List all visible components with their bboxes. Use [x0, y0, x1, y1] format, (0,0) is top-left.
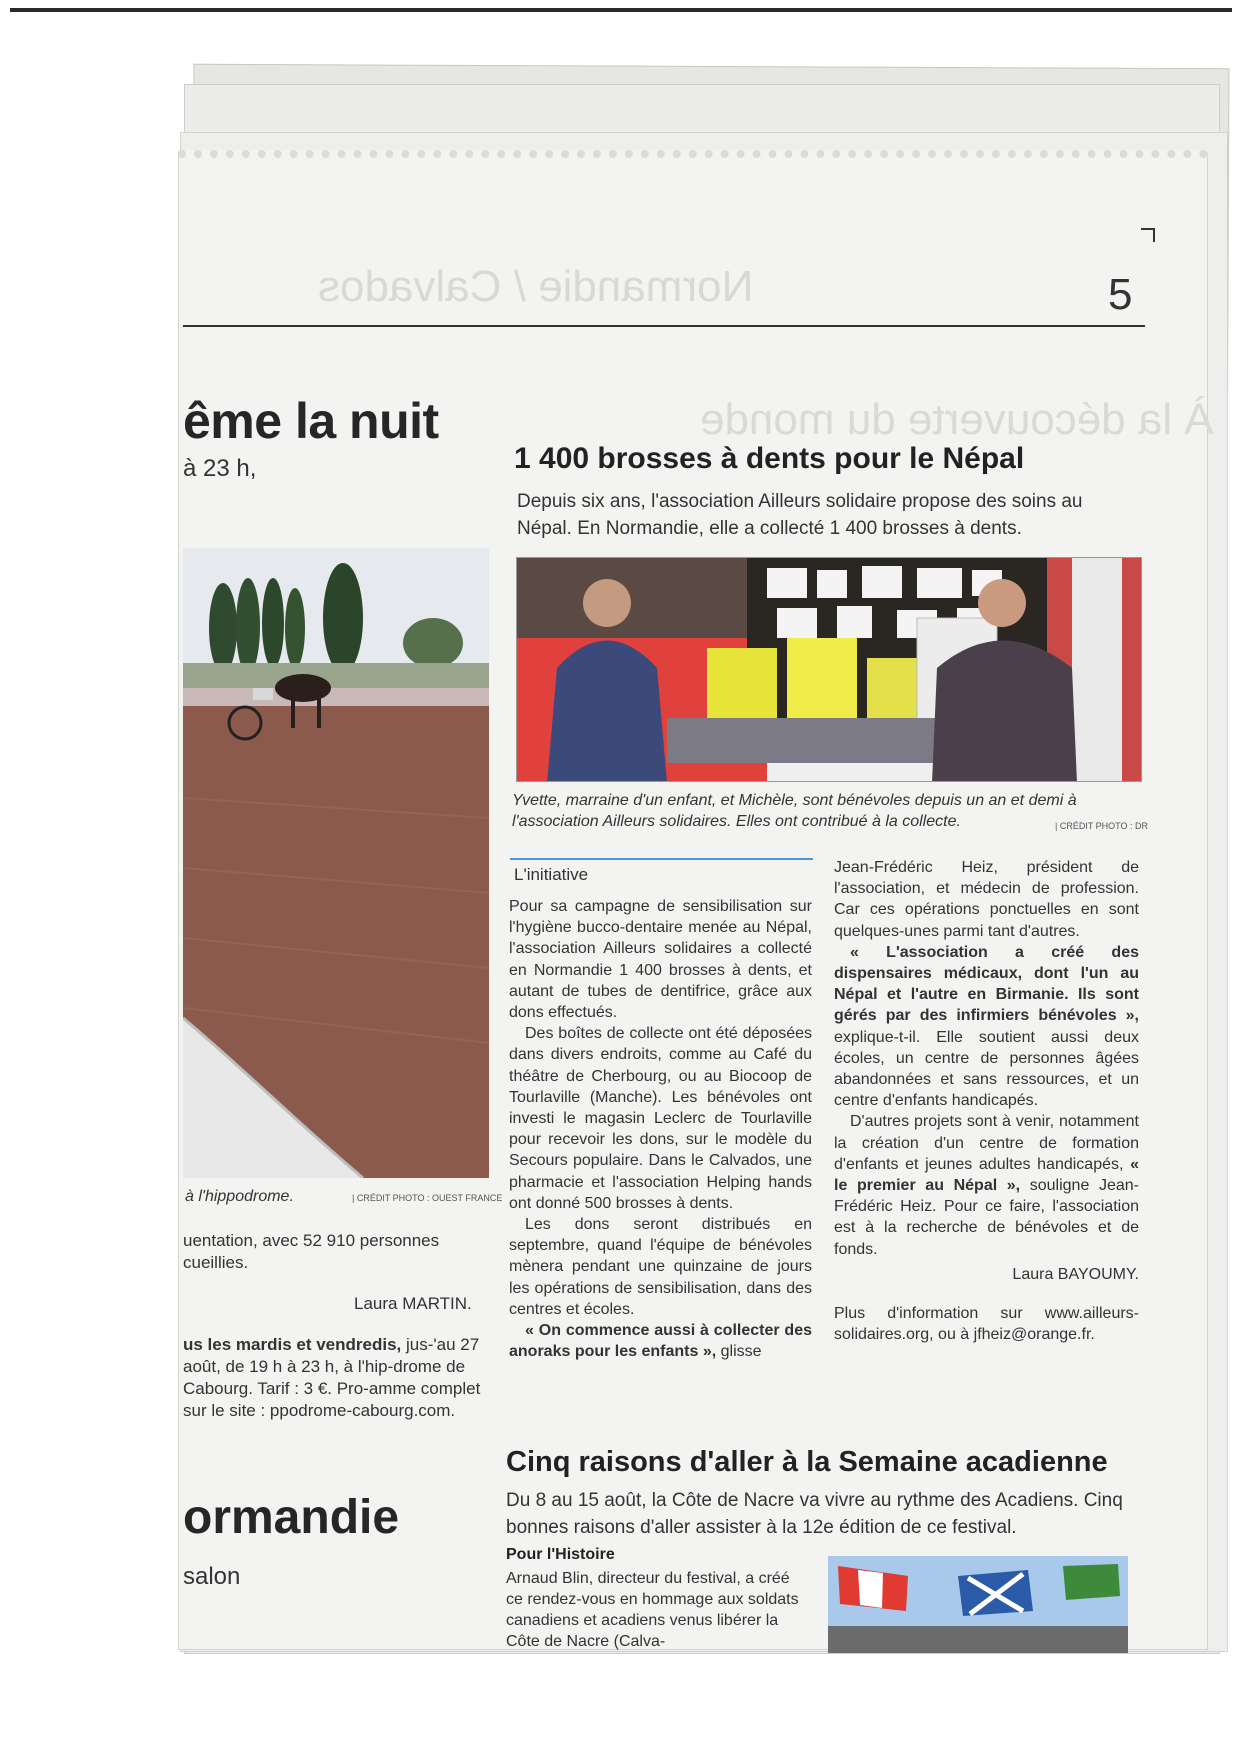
- left-practical-info-text: jus-'au 27 août, de 19 h à 23 h, à l'hip-drome de Cabourg. Tarif : 3 €. Pro-amme complet sur le site : ppodrome-cabourg.com.: [183, 1335, 481, 1420]
- left-photo-caption: à l'hippodrome.: [185, 1188, 294, 1205]
- article-paragraph: Pour sa campagne de sensibilisation sur l'hygiène bucco-dentaire menée au Népal, l'association Ailleurs solidaires a collecté en Normandie 1 400 brosses à dents, et autant de tubes de dentifrice, grâce aux dons effectués.: [509, 898, 812, 1022]
- article-more-info: Plus d'information sur www.ailleurs-solidaires.org, ou à jfheiz@orange.fr.: [834, 1305, 1139, 1344]
- left-headline: ême la nuit: [183, 393, 439, 449]
- article-text: souligne Jean-Frédéric Heiz. Pour ce faire, l'association est à la recherche de bénévoles et de fonds.: [834, 1177, 1139, 1258]
- article-photo-caption: Yvette, marraine d'un enfant, et Michèle, sont bénévoles depuis un an et demi à l'association Ailleurs solidaires. Elles ont contribué à la collecte.: [512, 792, 1077, 830]
- article-quote-tail: glisse: [716, 1343, 762, 1361]
- second-article-kicker: Pour l'Histoire: [506, 1546, 615, 1563]
- article-paragraph: Les dons seront distribués en septembre, quand l'équipe de bénévoles mènera pendant une quinzaine de jours les opérations de sensibilisation, dans des centres et écoles.: [509, 1216, 812, 1318]
- article-paragraph-quote: [509, 1320, 812, 1362]
- left-bottom-subline: salon: [183, 1563, 241, 1590]
- article-quote-tail: explique-t-il. Elle soutient aussi deux écoles, un centre de personnes âgées abandonnées et sans ressources, et un centre d'enfants handicapés.: [834, 1028, 1139, 1110]
- left-practical-info-bold: us les mardis et vendredis,: [183, 1335, 402, 1354]
- crop-mark: [1141, 228, 1155, 242]
- flags-illustration: [828, 1556, 1128, 1653]
- article-paragraph: [834, 1111, 1139, 1259]
- article-quote: « L'association a créé des dispensaires médicaux, dont l'un au Népal et l'autre en Birmanie. Ils sont gérés par des infirmiers bénévoles »,: [834, 943, 1139, 1025]
- second-article-title: Cinq raisons d'aller à la Semaine acadienne: [506, 1446, 1108, 1478]
- article-column-1: [509, 896, 812, 1362]
- article-photo-credit: | CRÉDIT PHOTO : DR: [1055, 821, 1149, 831]
- section-title-showthrough: Normandie / Calvados: [318, 262, 754, 311]
- left-practical-info: [183, 1334, 483, 1422]
- showthrough-headline: À la découverte du monde: [700, 395, 1214, 444]
- article-quote: « le premier au Népal »,: [834, 1155, 1139, 1195]
- second-article-text: Arnaud Blin, directeur du festival, a créé ce rendez-vous en hommage aux soldats canadiens et acadiens venus libérer la Côte de Nacre (Calva-: [506, 1570, 799, 1650]
- acadian-flags-photo: [828, 1556, 1128, 1653]
- article-signature: Laura BAYOUMY.: [1012, 1265, 1139, 1283]
- left-photo-credit: | CRÉDIT PHOTO : OUEST FRANCE: [352, 1193, 503, 1203]
- hippodrome-photo: [183, 548, 489, 1178]
- scan-edge: [10, 8, 1232, 12]
- second-article-intro: Du 8 au 15 août, la Côte de Nacre va vivre au rythme des Acadiens. Cinq bonnes raisons d'aller assister à la 12e édition de ce festival.: [506, 1490, 1123, 1538]
- header-rule: [183, 325, 1145, 327]
- volunteers-illustration: [517, 558, 1142, 782]
- page-number: 5: [1108, 270, 1133, 319]
- article-paragraph: Des boîtes de collecte ont été déposées dans divers endroits, comme au Café du théâtre de Cherbourg, ou au Biocoop de Tourlaville (Manche). Les bénévoles ont investi le magasin Leclerc de Tourlaville pour recevoir les dons, sur le modèle du Secours populaire. Dans le Calvados, une pharmacie et l'association Helping hands ont donné 500 brosses à dents.: [509, 1025, 812, 1212]
- article-intro: Depuis six ans, l'association Ailleurs solidaire propose des soins au Népal. En Normandie, elle a collecté 1 400 brosses à dents.: [517, 491, 1083, 539]
- left-subline: à 23 h,: [183, 455, 257, 482]
- article-title: 1 400 brosses à dents pour le Népal: [514, 442, 1025, 475]
- left-bottom-headline: ormandie: [183, 1491, 400, 1544]
- article-column-2: [834, 857, 1139, 1345]
- article-paragraph: Jean-Frédéric Heiz, président de l'association, et médecin de profession. Car ces opérations ponctuelles en sont quelques-unes parmi tant d'autres.: [834, 859, 1139, 940]
- article-paragraph-quote: [834, 942, 1139, 1112]
- article-quote: « On commence aussi à collecter des anoraks pour les enfants »,: [509, 1322, 812, 1361]
- left-signature: Laura MARTIN.: [354, 1294, 472, 1313]
- article-text: D'autres projets sont à venir, notamment la création d'un centre de formation d'enfants et jeunes adultes handicapés,: [834, 1113, 1139, 1173]
- volunteers-photo: [516, 557, 1142, 782]
- kicker-rule: [510, 858, 813, 860]
- article-kicker: L'initiative: [514, 865, 589, 884]
- left-body-text: uentation, avec 52 910 personnes cueillies.: [183, 1231, 440, 1272]
- hippodrome-illustration: [183, 548, 489, 1178]
